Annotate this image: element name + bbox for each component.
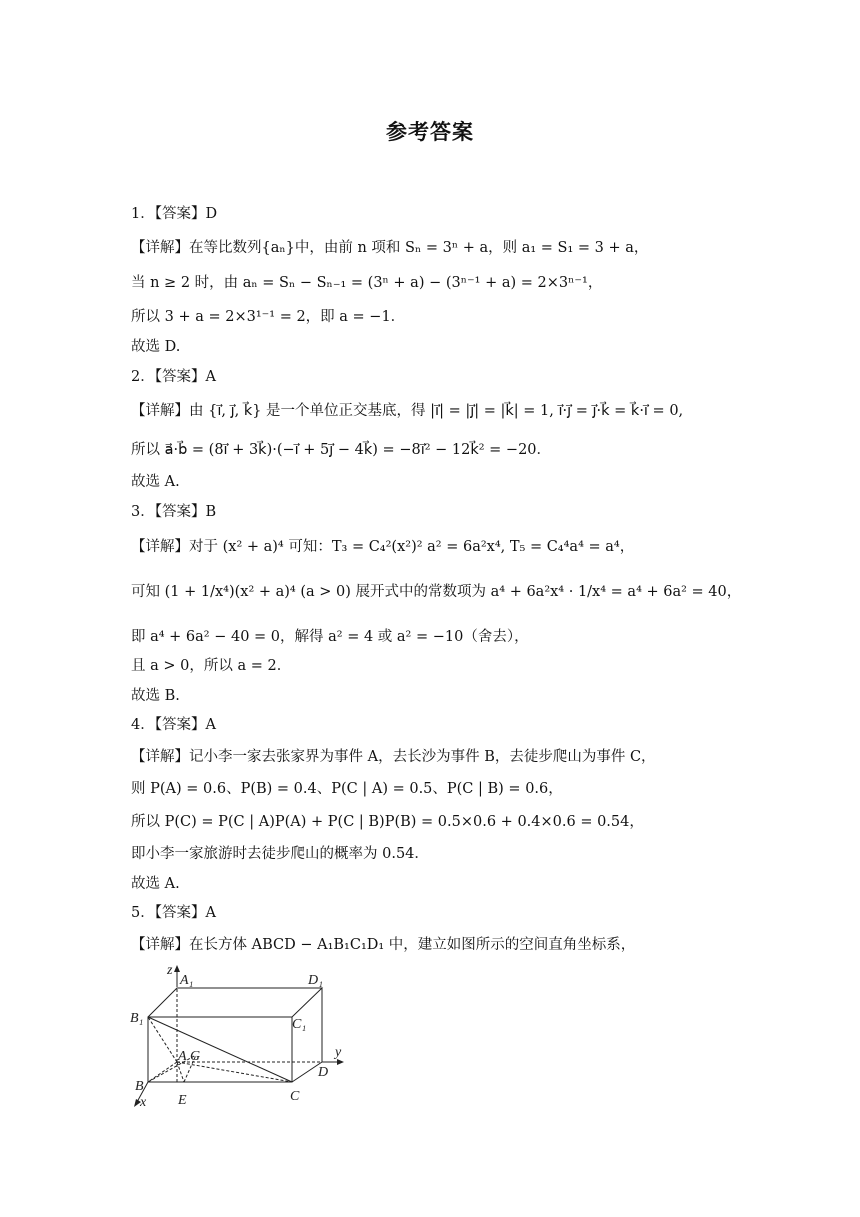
q2-answer-header: 2．【答案】A (131, 369, 216, 385)
label-G: G (190, 1049, 201, 1064)
label-C1: C₁ (292, 1017, 307, 1032)
segment-AC (177, 1062, 292, 1082)
q3-answer-header: 3．【答案】B (131, 504, 217, 520)
label-B: B (135, 1079, 144, 1094)
q1-conclusion: 故选 D. (131, 339, 181, 355)
label-x: x (140, 1095, 147, 1110)
label-E: E (178, 1093, 187, 1108)
q4-solution-line-3: 所以 P(C) = P(C | A)P(A) + P(C | B)P(B) = 0.5×0.6 + 0.4×0.6 = 0.54， (131, 814, 644, 830)
q3-conclusion: 故选 B. (131, 688, 180, 704)
cuboid-coordinate-figure (128, 962, 350, 1110)
page-title: 参考答案 (386, 120, 474, 144)
label-D: D (318, 1065, 329, 1080)
q4-solution-line-4: 即小李一家旅游时去徒步爬山的概率为 0.54． (131, 846, 429, 862)
segment-BG (148, 1055, 196, 1082)
q4-solution-line-1: 【详解】记小李一家去张家界为事件 A，去长沙为事件 B，去徒步爬山为事件 C， (131, 749, 656, 765)
q5-solution-line-1: 【详解】在长方体 ABCD − A₁B₁C₁D₁ 中，建立如图所示的空间直角坐标系， (131, 937, 636, 953)
q3-solution-line-4: 且 a > 0，所以 a = 2． (131, 658, 292, 674)
label-z: z (167, 963, 173, 978)
label-B1: B₁ (130, 1011, 144, 1026)
q5-answer-header: 5．【答案】A (131, 905, 216, 921)
q4-solution-line-2: 则 P(A) = 0.6、P(B) = 0.4、P(C | A) = 0.5、P(C | B) = 0.6， (131, 781, 563, 797)
q3-solution-line-1: 【详解】对于 (x² + a)⁴ 可知：T₃ = C₄²(x²)² a² = 6a²x⁴, T₅ = C₄⁴a⁴ = a⁴， (131, 539, 635, 555)
segment-AE (177, 1062, 184, 1082)
label-A1: A₁ (180, 973, 194, 988)
q1-answer-header: 1．【答案】D (131, 206, 218, 222)
top-face-edges (148, 988, 322, 1017)
q2-solution-line-2: 所以 a⃗·b⃗ = (8i⃗ + 3k⃗)·(−i⃗ + 5j⃗ − 4k⃗) = −8i⃗² − 12k⃗² = −20． (131, 442, 552, 458)
q2-solution-line-1: 【详解】由 {i⃗, j⃗, k⃗} 是一个单位正交基底，得 |i⃗| = |j⃗| = |k⃗| = 1, i⃗·j⃗ = j⃗·k⃗ = k⃗·i⃗ = 0, (131, 403, 684, 419)
label-A: A (178, 1049, 187, 1064)
q1-solution-line-3: 所以 3 + a = 2×3¹⁻¹ = 2，即 a = −1． (131, 309, 406, 325)
label-y: y (335, 1045, 342, 1060)
q3-solution-line-3: 即 a⁴ + 6a² − 40 = 0，解得 a² = 4 或 a² = −10（舍去）， (131, 629, 529, 645)
q2-conclusion: 故选 A. (131, 474, 180, 490)
q4-conclusion: 故选 A. (131, 876, 180, 892)
q4-answer-header: 4．【答案】A (131, 717, 216, 733)
z-axis-arrow (174, 965, 180, 972)
q1-solution-line-1: 【详解】在等比数列{aₙ}中，由前 n 项和 Sₙ = 3ⁿ + a，则 a₁ = S₁ = 3 + a， (131, 240, 649, 256)
label-C: C (290, 1089, 300, 1104)
q3-solution-line-2: 可知 (1 + 1/x⁴)(x² + a)⁴ (a > 0) 展开式中的常数项为 a⁴ + 6a²x⁴ · 1/x⁴ = a⁴ + 6a² = 40， (131, 584, 742, 600)
q1-solution-line-2: 当 n ≥ 2 时，由 aₙ = Sₙ − Sₙ₋₁ = (3ⁿ + a) − (3ⁿ⁻¹ + a) = 2×3ⁿ⁻¹， (131, 275, 603, 291)
diagonal-B1C (148, 1017, 292, 1082)
label-D1: D₁ (308, 973, 323, 988)
